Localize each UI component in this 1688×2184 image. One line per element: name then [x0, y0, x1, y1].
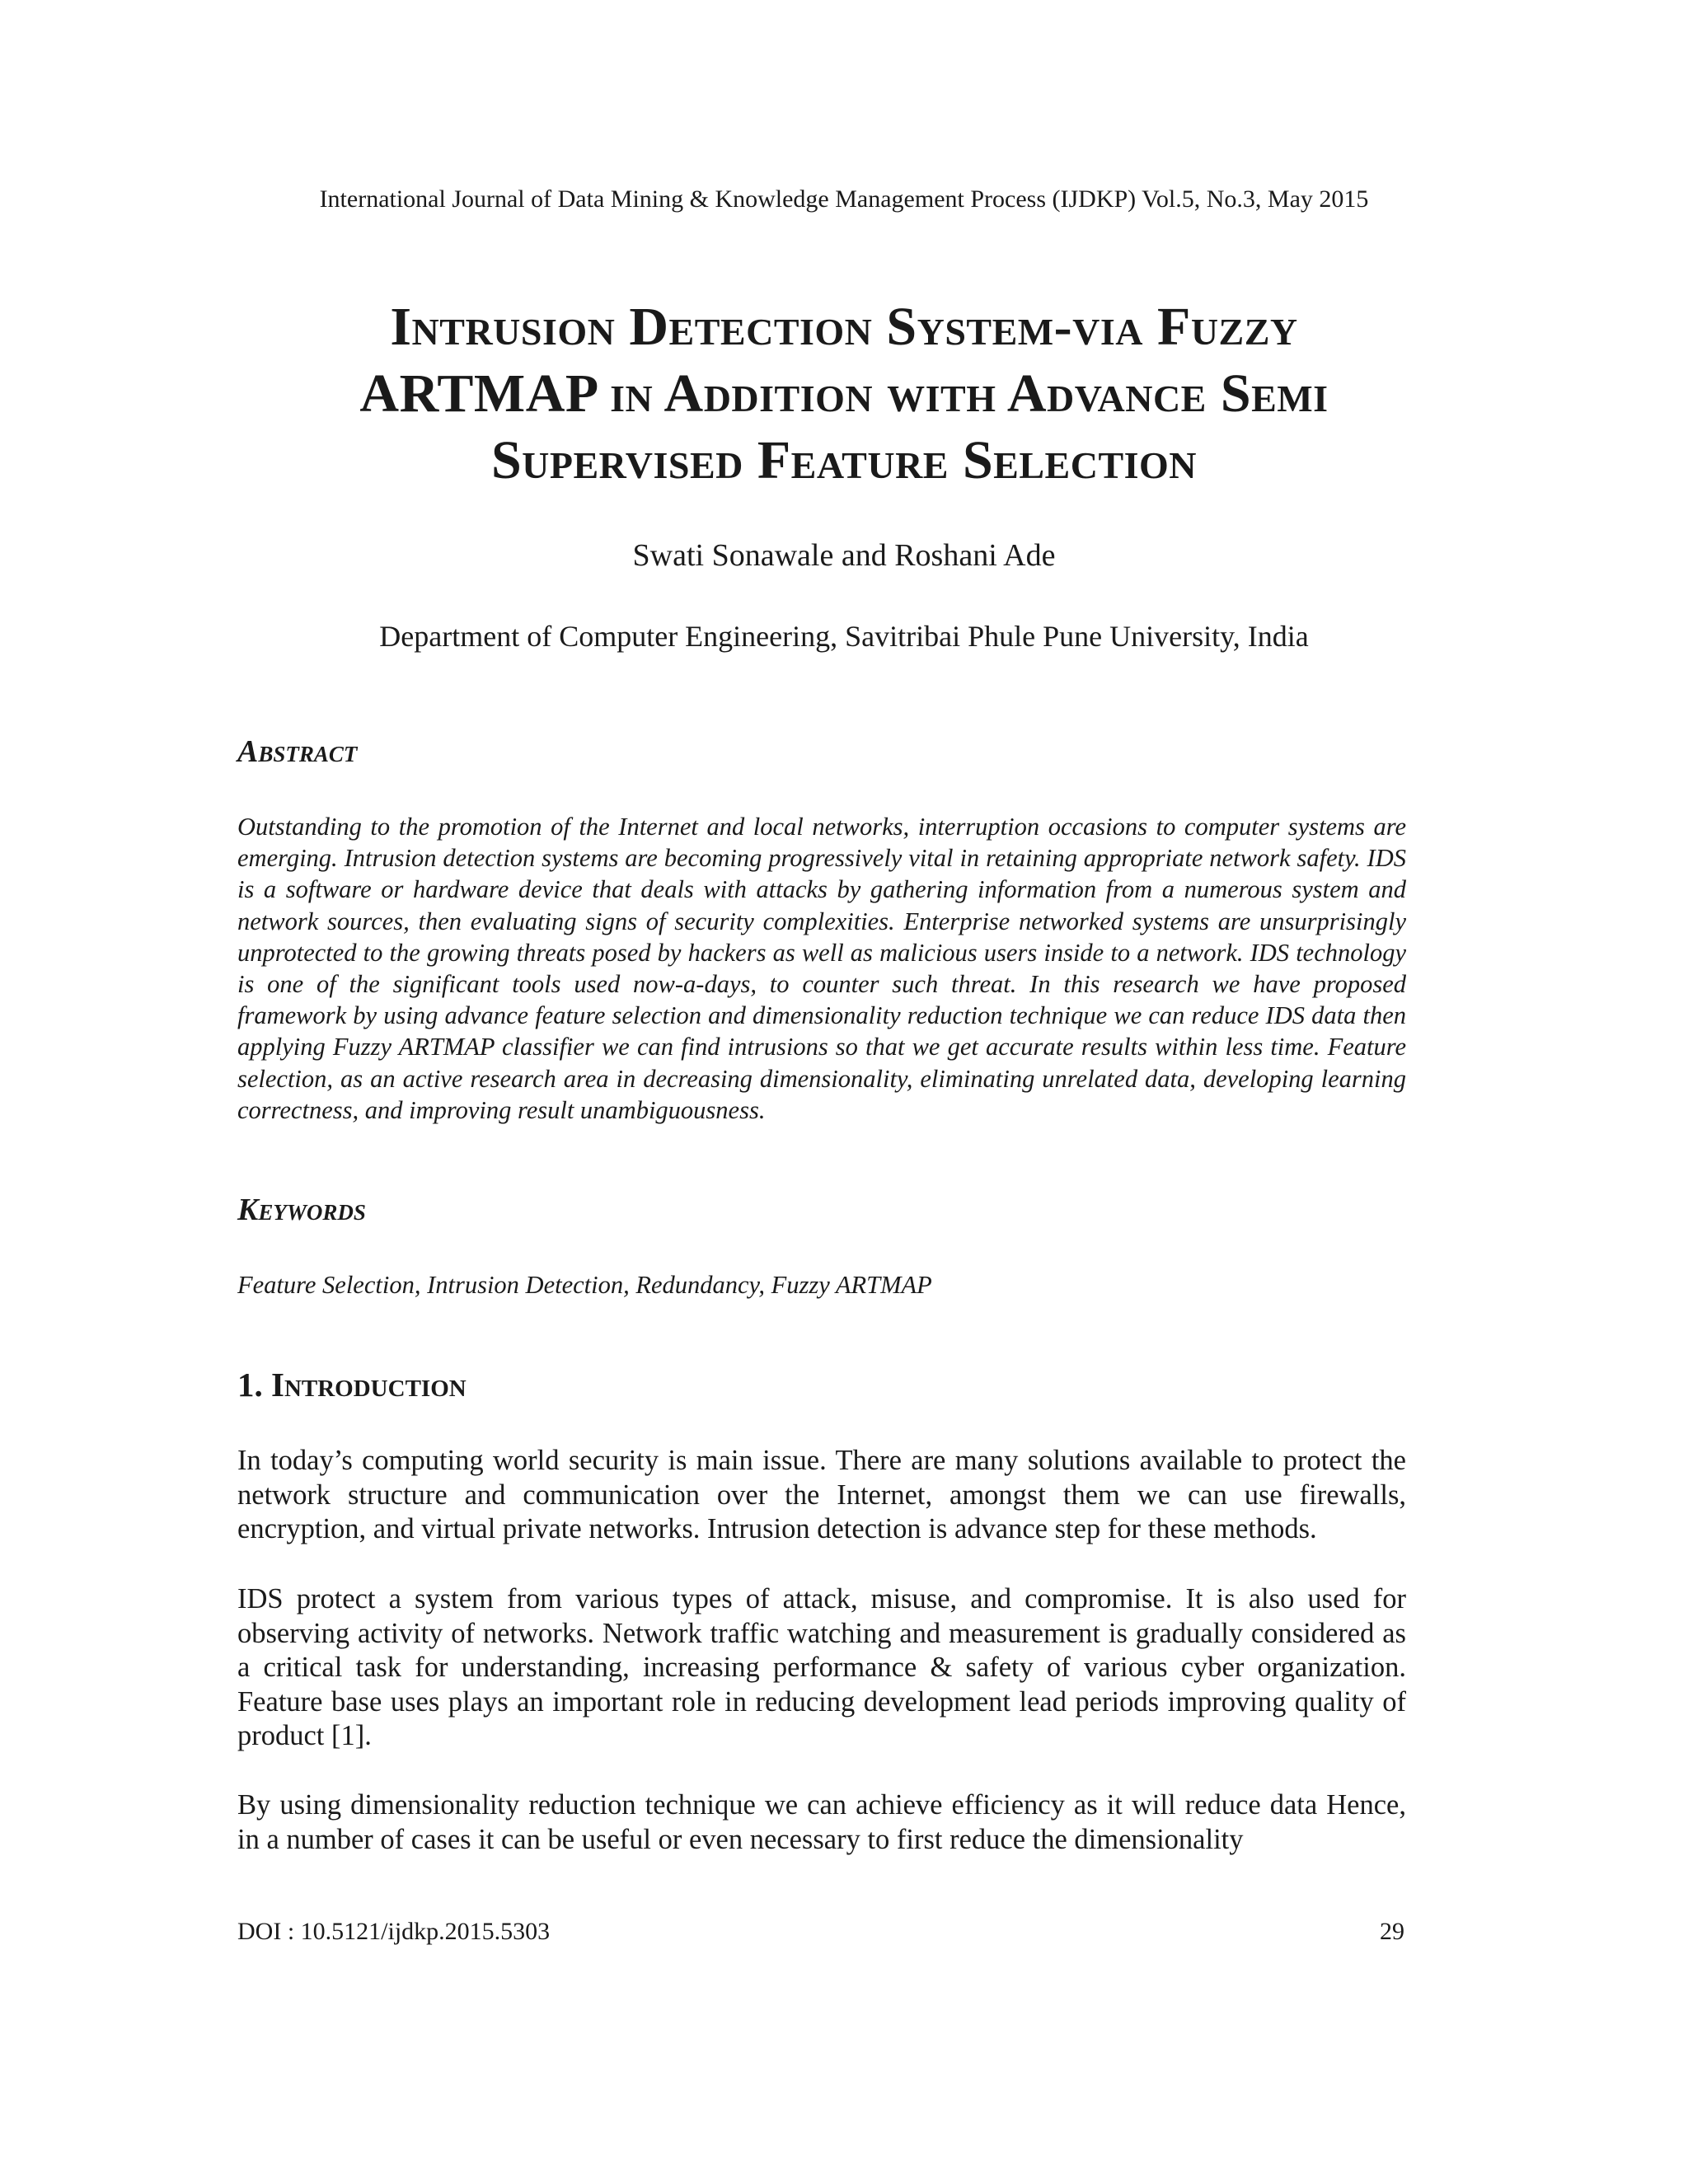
title-line-2: ARTMAP in Addition with Advance Semi: [359, 363, 1329, 424]
keywords-text: Feature Selection, Intrusion Detection, Redundancy, Fuzzy ARTMAP: [237, 1271, 932, 1299]
introduction-paragraph-2: IDS protect a system from various types of attack, misuse, and compromise. It is also used for observing activity of networks. Network traffic watching and measurement is gradually considered as a critical task for understanding, increasing performance & safety of various cyber organization. Feature base uses plays an important role in reducing development lead periods improving quality of product [1].: [237, 1583, 1406, 1751]
running-header: International Journal of Data Mining & Knowledge Management Process (IJDKP) Vol.5, No.3, May 2015: [319, 185, 1369, 213]
introduction-paragraph-1: In today’s computing world security is main issue. There are many solutions available to protect the network structure and communication over the Internet, amongst them we can use firewalls, encryption, and virtual private networks. Intrusion detection is advance step for these methods.: [237, 1445, 1406, 1544]
affiliation: Department of Computer Engineering, Savitribai Phule Pune University, India: [379, 620, 1309, 653]
page-number: 29: [1380, 1918, 1404, 1945]
footer-doi: DOI : 10.5121/ijdkp.2015.5303: [237, 1918, 551, 1945]
keywords-heading: Keywords: [237, 1193, 366, 1227]
abstract-heading: Abstract: [237, 734, 358, 769]
introduction-paragraph-3: By using dimensionality reduction technique we can achieve efficiency as it will reduce data Hence, in a number of cases it can be useful or even necessary to first reduce the dimensionality: [237, 1789, 1406, 1855]
title-line-3: Supervised Feature Selection: [490, 430, 1198, 490]
paper-title: [165, 293, 1523, 494]
introduction-heading: 1. Introduction: [237, 1366, 467, 1404]
title-line-1: Intrusion Detection System-via Fuzzy: [390, 297, 1298, 357]
authors: Swati Sonawale and Roshani Ade: [632, 538, 1056, 573]
abstract-text: Outstanding to the promotion of the Internet and local networks, interruption occasions to computer systems are emerging. Intrusion detection systems are becoming progressively vital in retaining appropriate network safety. IDS is a software or hardware device that deals with attacks by gathering information from a numerous system and network sources, then evaluating signs of security complexities. Enterprise networked systems are unsurprisingly unprotected to the growing threats posed by hackers as well as malicious users inside to a network. IDS technology is one of the significant tools used now-a-days, to counter such threat. In this research we have proposed framework by using advance feature selection and dimensionality reduction technique we can reduce IDS data then applying Fuzzy ARTMAP classifier we can find intrusions so that we get accurate results within less time. Feature selection, as an active research area in decreasing dimensionality, eliminating unrelated data, developing learning correctness, and improving result unambiguousness.: [237, 813, 1406, 1124]
